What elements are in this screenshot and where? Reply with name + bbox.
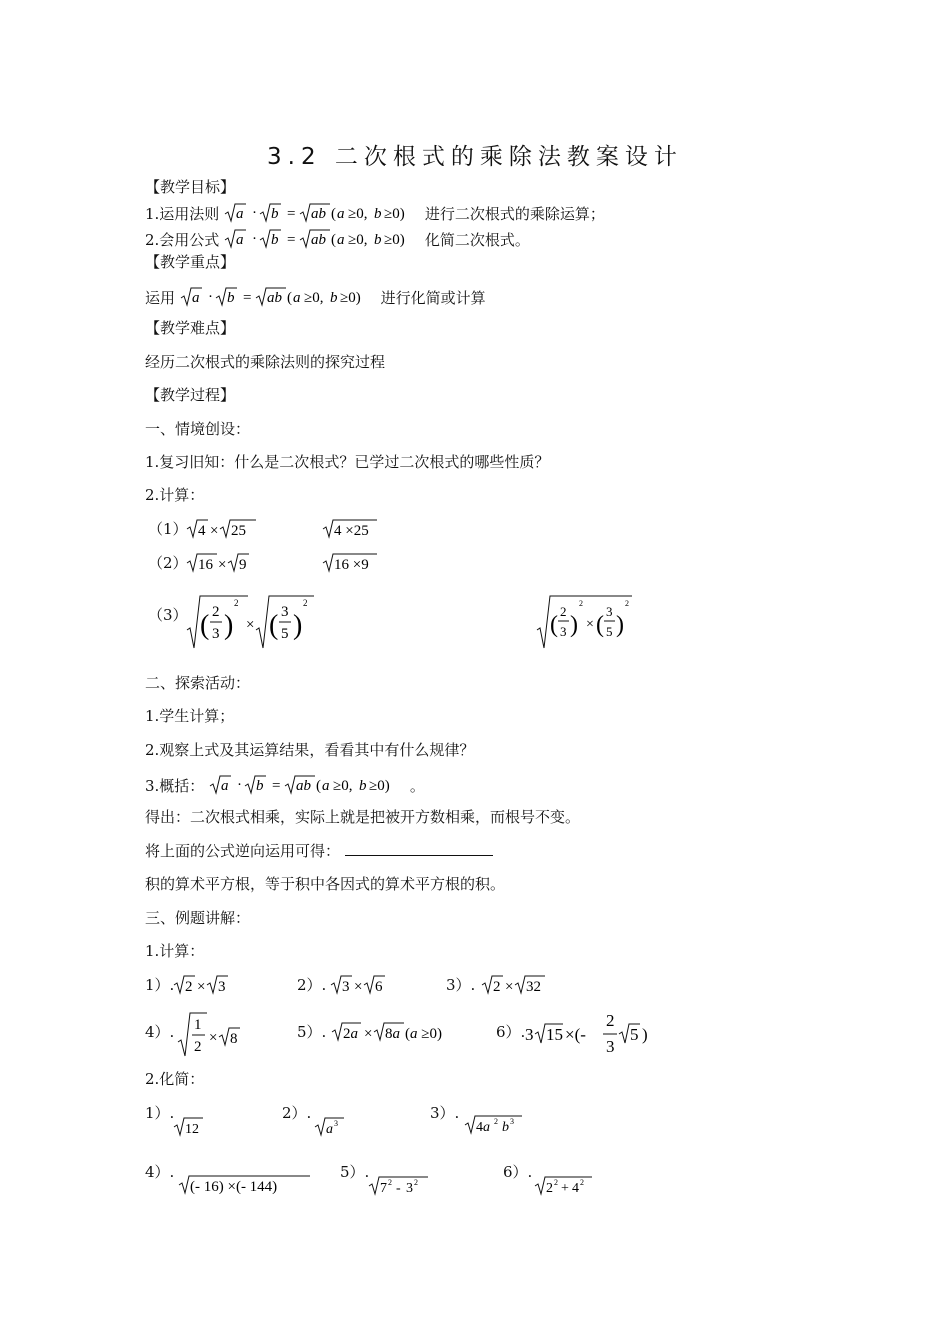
svg-text:12: 12	[185, 1122, 199, 1137]
svg-text:×: ×	[505, 979, 514, 995]
svg-text:5: 5	[281, 626, 289, 642]
svg-text:3: 3	[342, 979, 350, 995]
svg-text:4: 4	[198, 523, 206, 539]
svg-text:2: 2	[494, 1117, 498, 1126]
ex2-1-expr	[173, 1115, 213, 1139]
example-2-label: 2.化简：	[145, 1070, 205, 1088]
svg-text:≥0): ≥0)	[384, 232, 405, 248]
section-2-reverse	[145, 841, 493, 861]
heading-goals: 【教学目标】	[145, 178, 236, 196]
svg-text:3: 3	[560, 624, 567, 639]
svg-text:≥0,: ≥0,	[303, 290, 324, 306]
svg-text:a: a	[292, 290, 301, 306]
svg-text:): )	[570, 612, 578, 638]
svg-text:): )	[293, 610, 303, 641]
svg-text:×(-: ×(-	[565, 1025, 586, 1044]
ex1-3-expr	[481, 972, 561, 998]
svg-text:×: ×	[364, 1026, 373, 1042]
difficulty-text: 经历二次根式的乘除法则的探究过程	[145, 353, 386, 371]
ex1-2-number: 2）.	[297, 976, 327, 994]
svg-text:a: a	[191, 290, 200, 306]
svg-text:2a: 2a	[343, 1026, 358, 1042]
svg-text:×: ×	[197, 979, 206, 995]
key-point	[145, 285, 486, 309]
svg-text:ab: ab	[311, 232, 327, 248]
svg-text:3: 3	[406, 1181, 413, 1196]
svg-text:≥0): ≥0)	[339, 290, 361, 306]
svg-text:×: ×	[586, 617, 594, 632]
svg-text:ab: ab	[266, 290, 282, 306]
ex2-6-number: 6）.	[503, 1163, 533, 1181]
calc-1-right	[322, 516, 402, 542]
svg-text:3: 3	[334, 1119, 338, 1128]
formula-product-rule	[224, 227, 420, 251]
svg-text:6: 6	[375, 979, 383, 995]
goal-1-pre: 1.运用法则	[145, 205, 220, 223]
svg-text:4: 4	[572, 1181, 579, 1196]
section-1-q1: 1.复习旧知：什么是二次根式？已学过二次根式的哪些性质？	[145, 453, 550, 471]
page-title: 3.2 二次根式的乘除法教案设计	[267, 144, 683, 170]
ex2-4-expr	[178, 1172, 318, 1198]
svg-text:=: =	[287, 232, 296, 248]
svg-text:2: 2	[560, 604, 567, 619]
svg-text:a: a	[236, 232, 244, 248]
formula-product-rule	[180, 285, 376, 309]
key-post: 进行化简或计算	[380, 289, 486, 307]
ex1-4-expr	[177, 1010, 247, 1058]
heading-key: 【教学重点】	[145, 253, 236, 271]
svg-text:b: b	[359, 778, 367, 794]
svg-text:b: b	[226, 290, 235, 306]
svg-text:b: b	[374, 232, 382, 248]
ex1-6-number: 6）.	[496, 1023, 526, 1041]
svg-text:1: 1	[194, 1017, 202, 1033]
svg-text:≥0,: ≥0,	[348, 206, 368, 222]
svg-text:a: a	[221, 778, 229, 794]
svg-text:·: ·	[237, 777, 243, 793]
section-2-product-rule: 积的算术平方根，等于积中各因式的算术平方根的积。	[145, 875, 506, 893]
svg-text:a: a	[236, 206, 244, 222]
heading-process: 【教学过程】	[145, 386, 236, 404]
section-2-item-2: 2.观察上式及其运算结果，看看其中有什么规律？	[145, 741, 475, 759]
formula-product-rule	[209, 773, 405, 797]
svg-text:·: ·	[252, 231, 258, 247]
svg-text:32: 32	[526, 979, 541, 995]
calc-1-left	[186, 516, 266, 542]
svg-text:·: ·	[252, 205, 258, 221]
svg-text:×: ×	[218, 557, 227, 573]
section-1-title: 一、情境创设：	[145, 420, 251, 438]
svg-text:×: ×	[209, 1030, 218, 1046]
reverse-text: 将上面的公式逆向运用可得：	[145, 842, 341, 860]
goal-1	[145, 201, 605, 225]
svg-text:×: ×	[354, 979, 363, 995]
calc-3-right	[536, 592, 636, 650]
svg-text:(: (	[596, 612, 604, 638]
svg-text:4 ×25: 4 ×25	[334, 523, 369, 539]
ex2-5-number: 5）.	[340, 1163, 370, 1181]
svg-text:): )	[224, 610, 234, 641]
svg-text:(: (	[331, 206, 337, 222]
svg-text:2: 2	[185, 979, 193, 995]
ex2-1-number: 1）.	[145, 1104, 175, 1122]
svg-text:(: (	[331, 232, 337, 248]
svg-text:): )	[642, 1025, 648, 1044]
ex1-1-number: 1）.	[145, 976, 175, 994]
svg-text:2: 2	[194, 1039, 202, 1055]
ex2-3-expr	[464, 1113, 534, 1137]
svg-text:2: 2	[554, 1178, 558, 1187]
svg-text:3: 3	[606, 604, 613, 619]
calc-3-number: （3）	[148, 606, 188, 624]
svg-text:≥0): ≥0)	[384, 206, 405, 222]
section-2-item-1: 1.学生计算；	[145, 707, 235, 725]
example-1-label: 1.计算：	[145, 942, 205, 960]
svg-text:(: (	[286, 290, 292, 306]
svg-text:2: 2	[303, 598, 308, 608]
svg-text:-: -	[396, 1181, 401, 1196]
summary-post: 。	[409, 777, 425, 795]
svg-text:): )	[616, 612, 624, 638]
svg-text:×: ×	[210, 523, 219, 539]
ex2-4-number: 4）.	[145, 1163, 175, 1181]
svg-text:≥0): ≥0)	[369, 778, 390, 794]
goal-2-pre: 2.会用公式	[145, 231, 220, 249]
goal-2-post: 化简二次根式。	[424, 231, 530, 249]
svg-text:2: 2	[580, 1178, 584, 1187]
svg-text:·: ·	[207, 289, 213, 305]
svg-text:2: 2	[212, 604, 220, 620]
ex1-3-number: 3）.	[446, 976, 476, 994]
svg-text:(- 16) ×(- 144): (- 16) ×(- 144)	[190, 1179, 278, 1195]
svg-text:5: 5	[630, 1025, 639, 1044]
svg-text:15: 15	[546, 1025, 563, 1044]
svg-text:ab: ab	[311, 206, 327, 222]
goal-2	[145, 227, 530, 251]
svg-text:3: 3	[212, 626, 220, 642]
svg-text:(: (	[269, 610, 279, 641]
summary-pre: 3.概括：	[145, 777, 205, 795]
svg-text:a: a	[337, 206, 345, 222]
ex1-4-number: 4）.	[145, 1023, 175, 1041]
svg-text:×: ×	[246, 617, 255, 633]
svg-text:3: 3	[510, 1117, 514, 1126]
ex1-1-expr	[173, 972, 243, 998]
svg-text:b: b	[329, 290, 338, 306]
svg-text:(: (	[200, 610, 210, 641]
goal-1-post: 进行二次根式的乘除运算；	[424, 205, 605, 223]
svg-text:=: =	[272, 778, 281, 794]
ex2-6-expr	[534, 1174, 604, 1198]
svg-text:ab: ab	[296, 778, 312, 794]
formula-product-rule	[224, 201, 420, 225]
section-1-q2: 2.计算：	[145, 486, 205, 504]
svg-text:a: a	[326, 1122, 333, 1137]
svg-text:2: 2	[579, 599, 583, 608]
section-2-item-3	[145, 773, 425, 797]
calc-3-left	[186, 592, 326, 650]
svg-text:b: b	[271, 206, 279, 222]
answer-blank[interactable]	[345, 841, 493, 856]
ex1-5-expr	[331, 1019, 471, 1045]
svg-text:8: 8	[230, 1031, 238, 1047]
svg-text:8a: 8a	[385, 1026, 400, 1042]
calc-1-number: （1）	[148, 520, 188, 538]
svg-text:2: 2	[625, 599, 629, 608]
svg-text:4a: 4a	[476, 1120, 490, 1135]
svg-text:=: =	[287, 206, 296, 222]
svg-text:2: 2	[388, 1178, 392, 1187]
svg-text:(a ≥0): (a ≥0)	[405, 1026, 442, 1042]
svg-text:≥0,: ≥0,	[348, 232, 368, 248]
svg-text:b: b	[271, 232, 279, 248]
section-2-title: 二、探索活动：	[145, 674, 251, 692]
svg-text:3: 3	[525, 1025, 534, 1044]
ex2-5-expr	[368, 1174, 438, 1198]
svg-text:7: 7	[380, 1181, 387, 1196]
svg-text:=: =	[242, 290, 252, 306]
svg-text:+: +	[561, 1181, 569, 1196]
ex1-6-expr	[525, 1008, 655, 1058]
section-2-conclusion: 得出：二次根式相乘，实际上就是把被开方数相乘，而根号不变。	[145, 808, 581, 826]
svg-text:≥0,: ≥0,	[333, 778, 353, 794]
svg-text:a: a	[337, 232, 345, 248]
svg-text:3: 3	[218, 979, 226, 995]
svg-text:5: 5	[606, 624, 613, 639]
calc-2-number: （2）	[148, 554, 188, 572]
svg-text:2: 2	[493, 979, 501, 995]
svg-text:b: b	[256, 778, 264, 794]
svg-text:b: b	[502, 1120, 509, 1135]
ex2-2-expr	[314, 1115, 354, 1139]
svg-text:2: 2	[606, 1011, 615, 1030]
svg-text:3: 3	[606, 1037, 615, 1056]
svg-text:(: (	[316, 778, 322, 794]
svg-text:(: (	[550, 612, 558, 638]
calc-2-right	[322, 550, 402, 576]
svg-text:25: 25	[231, 523, 246, 539]
svg-text:a: a	[322, 778, 330, 794]
svg-text:2: 2	[414, 1178, 418, 1187]
ex2-2-number: 2）.	[282, 1104, 312, 1122]
ex1-2-expr	[330, 972, 400, 998]
svg-text:b: b	[374, 206, 382, 222]
svg-text:2: 2	[546, 1181, 553, 1196]
svg-text:3: 3	[281, 604, 289, 620]
svg-text:9: 9	[239, 557, 247, 573]
svg-text:2: 2	[234, 598, 239, 608]
heading-difficulty: 【教学难点】	[145, 319, 236, 337]
key-pre: 运用	[145, 289, 176, 307]
ex2-3-number: 3）.	[430, 1104, 460, 1122]
svg-text:16: 16	[198, 557, 213, 573]
section-3-title: 三、例题讲解：	[145, 909, 251, 927]
ex1-5-number: 5）.	[297, 1023, 327, 1041]
calc-2-left	[186, 550, 266, 576]
svg-text:16 ×9: 16 ×9	[334, 557, 369, 573]
